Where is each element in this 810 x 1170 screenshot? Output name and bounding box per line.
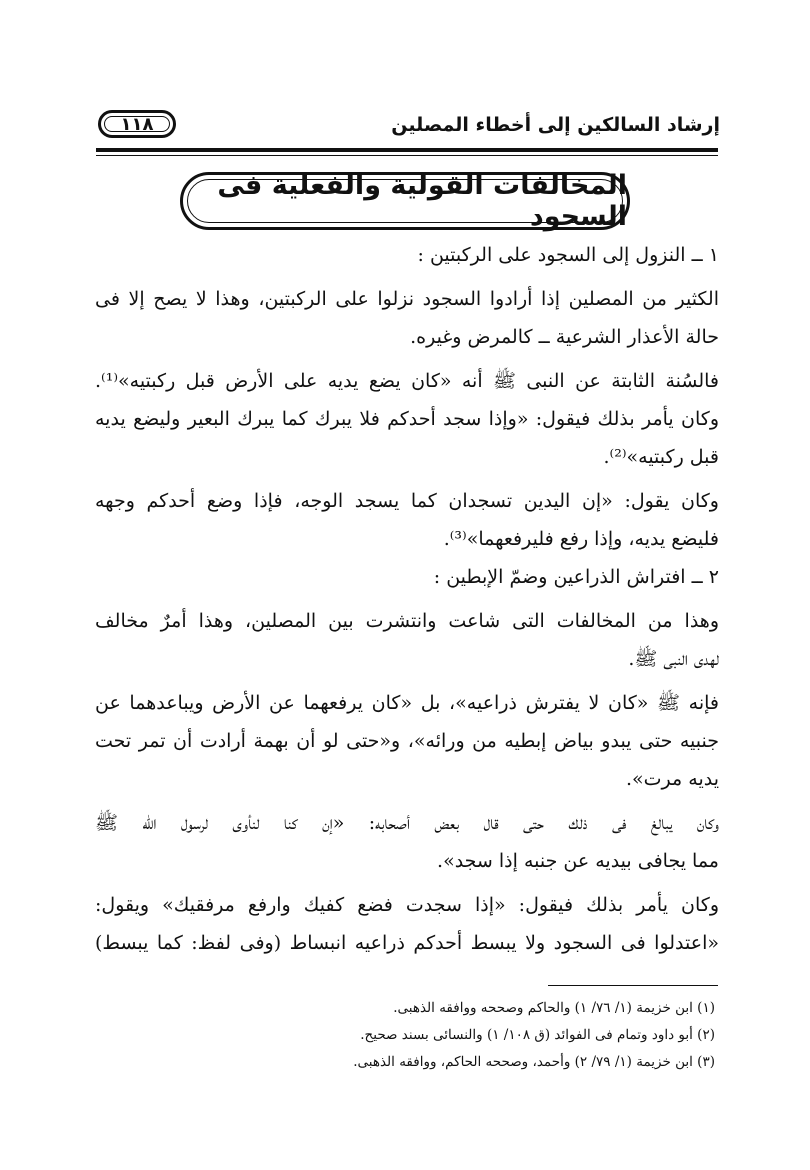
paragraph-line: «اعتدلوا فى السجود ولا يبسط أحدكم ذراعيه انبساط (وفى لفظ: كما يبسط): [95, 932, 719, 954]
footnote-2: (٢) أبو داود وتمام فى الفوائد (ق ١٠٨/ ١) والنسائى بسند صحيح.: [360, 1027, 715, 1043]
paragraph-line: وكان يقول: «إن اليدين تسجدان كما يسجد الوجه، فإذا وضع أحدكم وجهه: [95, 490, 719, 512]
paragraph-line: مما يجافى بيديه عن جنبه إذا سجد».: [437, 850, 719, 872]
page-number-badge: [98, 110, 176, 138]
chapter-title-frame: [180, 172, 630, 230]
header-rule-thick: [96, 148, 718, 152]
paragraph-line: جنبيه حتى يبدو بياض إبطيه من ورائه»، و«حتى لو أن بهمة أرادت أن تمر تحت: [95, 730, 719, 752]
paragraph-line: لهدى النبى ﷺ.: [628, 648, 719, 670]
paragraph-line: فليضع يديه، وإذا رفع فليرفعهما»⁽³⁾.: [443, 528, 719, 550]
paragraph-line: وكان يبالغ فى ذلك حتى قال بعض أصحابه: «إن كنا لنأوى لرسول الله ﷺ: [95, 812, 719, 834]
paragraph-line: وكان يأمر بذلك فيقول: «إذا سجدت فضع كفيك وارفع مرفقيك» ويقول:: [95, 894, 719, 916]
paragraph-line: الكثير من المصلين إذا أرادوا السجود نزلوا على الركبتين، وهذا لا يصح إلا فى: [95, 288, 719, 310]
page-number: ١١٨: [120, 113, 154, 135]
footnote-3: (٣) ابن خزيمة (١/ ٧٩/ ٢) وأحمد، وصححه الحاكم، ووافقه الذهبى.: [353, 1054, 715, 1070]
paragraph-line: وهذا من المخالفات التى شاعت وانتشرت بين المصلين، وهذا أمرٌ مخالف: [95, 610, 719, 632]
body-text: [95, 236, 719, 962]
footnotes: [95, 995, 715, 1076]
section-heading-1: ١ ــ النزول إلى السجود على الركبتين :: [417, 244, 719, 266]
paragraph-line: فإنه ﷺ «كان لا يفترش ذراعيه»، بل «كان يرفعهما عن الأرض ويباعدهما عن: [95, 692, 719, 714]
paragraph-line: حالة الأعذار الشرعية ــ كالمرض وغيره.: [410, 326, 719, 348]
footnote-separator: [548, 985, 718, 986]
running-header: [90, 108, 720, 148]
paragraph-line: فالسُنة الثابتة عن النبى ﷺ أنه «كان يضع يديه على الأرض قبل ركبتيه»⁽¹⁾.: [95, 370, 719, 392]
header-rule-thin: [96, 155, 718, 156]
paragraph-line: قبل ركبتيه»⁽²⁾.: [603, 446, 719, 468]
book-title: إرشاد السالكين إلى أخطاء المصلين: [391, 114, 720, 136]
paragraph-line: يديه مرت».: [626, 768, 719, 790]
chapter-title: المخالفات القولية والفعلية فى السجود: [217, 170, 627, 232]
footnote-1: (١) ابن خزيمة (١/ ٧٦/ ١) والحاكم وصححه ووافقه الذهبى.: [393, 1000, 715, 1016]
section-heading-2: ٢ ــ افتراش الذراعين وضمّ الإبطين :: [433, 566, 719, 588]
paragraph-line: وكان يأمر بذلك فيقول: «وإذا سجد أحدكم فلا يبرك كما يبرك البعير وليضع يديه: [95, 408, 719, 430]
